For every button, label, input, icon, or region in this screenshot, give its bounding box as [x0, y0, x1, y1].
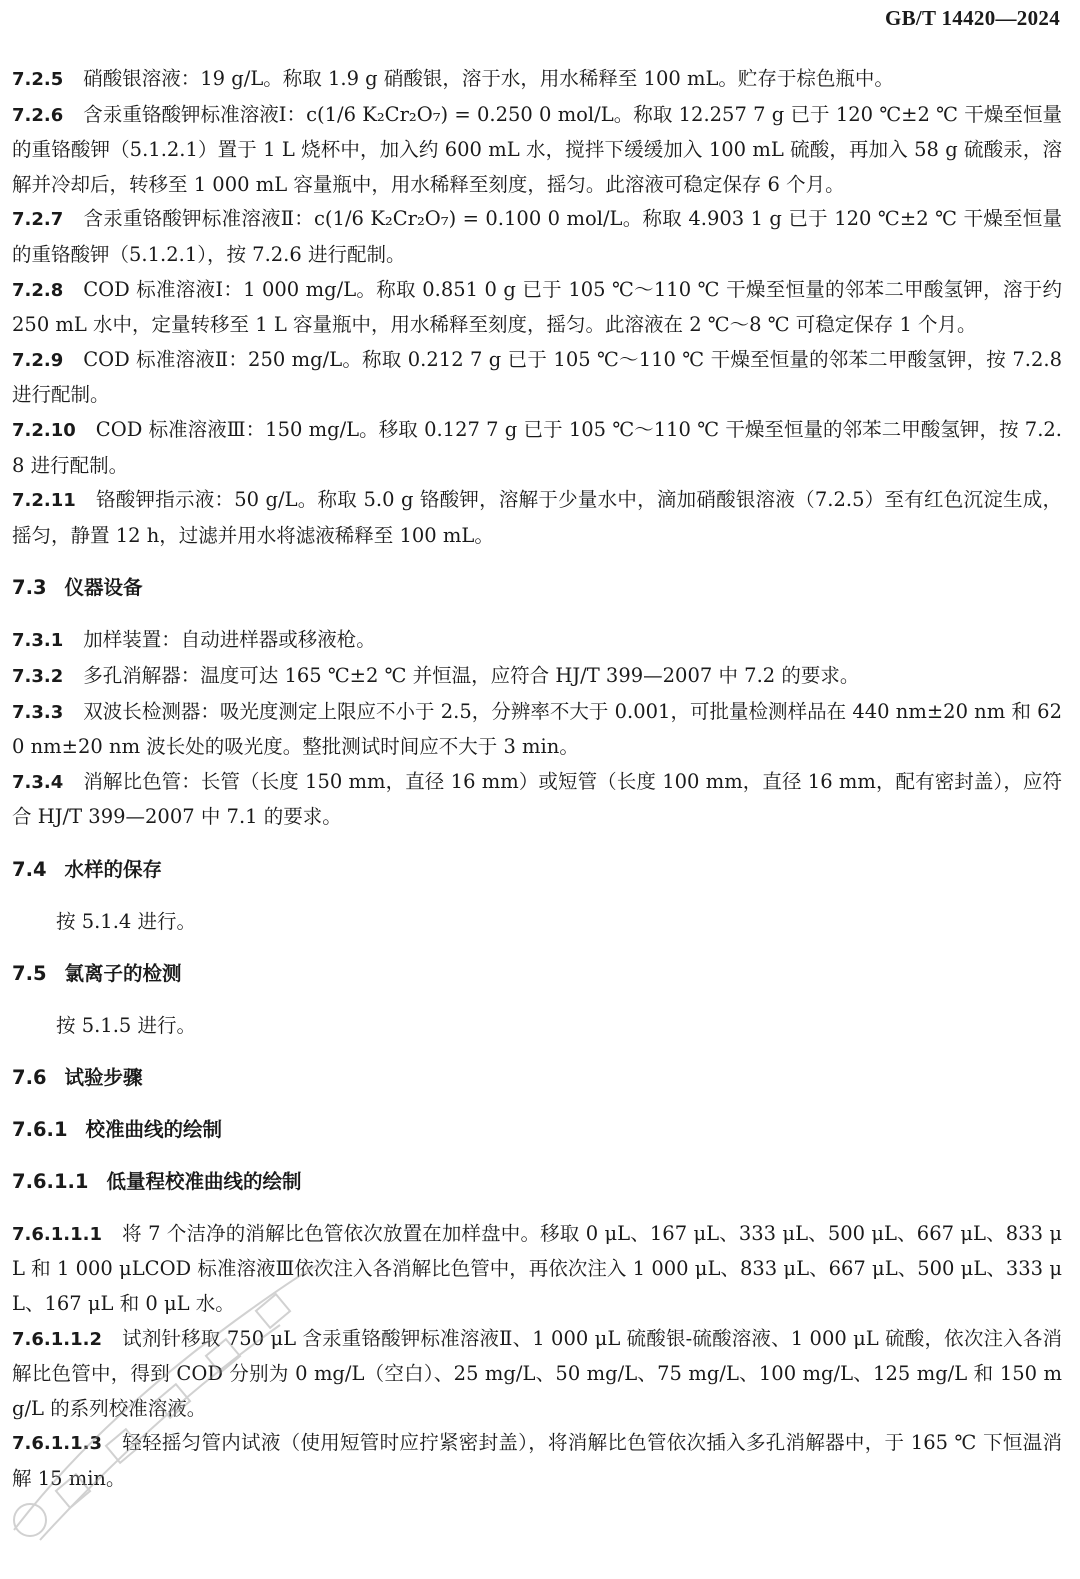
- heading-text: 氯离子的检测: [64, 961, 182, 985]
- clause-number: 7.2.5: [12, 69, 64, 90]
- clause-7-4-text: 按 5.1.4 进行。: [56, 909, 197, 933]
- clause-text: COD 标准溶液Ⅱ：250 mg/L。称取 0.212 7 g 已于 105 ℃～110 ℃ 干燥至恒量的邻苯二甲酸氢钾，按 7.2.8 进行配制。: [12, 347, 1062, 407]
- clause-7-2-6: [12, 98, 1062, 203]
- heading-text: 试验步骤: [64, 1065, 143, 1089]
- clause-text: 多孔消解器：温度可达 165 ℃±2 ℃ 并恒温，应符合 HJ/T 399—2007 中 7.2 的要求。: [83, 663, 860, 687]
- heading-number: 7.6.1: [12, 1117, 68, 1141]
- clause-text: 消解比色管：长管（长度 150 mm，直径 16 mm）或短管（长度 100 mm，直径 16 mm，配有密封盖），应符合 HJ/T 399—2007 中 7.1 的要求。: [12, 769, 1062, 829]
- heading-text: 水样的保存: [64, 857, 163, 881]
- heading-text: 校准曲线的绘制: [85, 1117, 223, 1141]
- clause-text: 含汞重铬酸钾标准溶液Ⅱ：c(1/6 K₂Cr₂O₇) = 0.100 0 mol/L。称取 4.903 1 g 已于 120 ℃±2 ℃ 干燥至恒量的重铬酸钾（5.1.2.1），按 7.2.6 进行配制。: [12, 207, 1062, 266]
- clause-7-6-1-1-2: [12, 1322, 1062, 1427]
- spacer: [12, 605, 1062, 623]
- heading-text: 低量程校准曲线的绘制: [106, 1169, 302, 1193]
- clause-number: 7.2.9: [12, 349, 64, 371]
- clause-text: 双波长检测器：吸光度测定上限应不小于 2.5，分辨率不大于 0.001，可批量检测样品在 440 nm±20 nm 和 620 nm±20 nm 波长处的吸光度。整批测试时间应不大于 3 min。: [12, 699, 1062, 759]
- document-body: [12, 62, 1062, 1497]
- clause-number: 7.3.1: [12, 630, 64, 652]
- clause-7-3-4: [12, 765, 1062, 835]
- standard-code-header: GB/T 14420—2024: [884, 6, 1060, 30]
- heading-number: 7.6: [12, 1065, 47, 1089]
- spacer: [12, 835, 1062, 853]
- heading-text: 仪器设备: [64, 576, 143, 600]
- heading-number: 7.4: [12, 857, 47, 881]
- clause-text: 硝酸银溶液：19 g/L。称取 1.9 g 硝酸银，溶于水，用水稀释至 100 mL。贮存于棕色瓶中。: [83, 67, 894, 90]
- spacer: [12, 1043, 1062, 1061]
- clause-7-2-9: [12, 343, 1062, 413]
- spacer: [12, 1147, 1062, 1165]
- clause-7-3-2: [12, 659, 1062, 695]
- clause-number: 7.3.4: [12, 771, 64, 793]
- clause-7-6-1-1-3: [12, 1426, 1062, 1496]
- heading-7-6: [12, 1061, 1062, 1095]
- clause-number: 7.6.1.1.3: [12, 1433, 102, 1455]
- clause-7-2-5: [12, 62, 1062, 98]
- clause-7-2-7: [12, 202, 1062, 272]
- clause-number: 7.2.10: [12, 419, 76, 441]
- clause-number: 7.2.7: [12, 209, 64, 231]
- clause-text: COD 标准溶液Ⅲ：150 mg/L。移取 0.127 7 g 已于 105 ℃～110 ℃ 干燥至恒量的邻苯二甲酸氢钾，按 7.2.8 进行配制。: [12, 417, 1062, 477]
- spacer: [12, 939, 1062, 957]
- clause-number: 7.6.1.1.1: [12, 1223, 102, 1245]
- spacer: [12, 887, 1062, 905]
- heading-number: 7.5: [12, 961, 47, 985]
- clause-text: 铬酸钾指示液：50 g/L。称取 5.0 g 铬酸钾，溶解于少量水中，滴加硝酸银溶液（7.2.5）至有红色沉淀生成，摇匀，静置 12 h，过滤并用水将滤液稀释至 100 mL。: [12, 488, 1062, 547]
- clause-7-3-3: [12, 695, 1062, 765]
- heading-7-4: [12, 853, 1062, 887]
- clause-text: COD 标准溶液Ⅰ：1 000 mg/L。称取 0.851 0 g 已于 105 ℃～110 ℃ 干燥至恒量的邻苯二甲酸氢钾，溶于约 250 mL 水中，定量转移至 1 L 容量瓶中，用水稀释至刻度，摇匀。此溶液在 2 ℃～8 ℃ 可稳定保存 1 个月。: [12, 277, 1062, 337]
- heading-7-5: [12, 957, 1062, 991]
- heading-7-3: [12, 571, 1062, 605]
- spacer: [12, 1199, 1062, 1217]
- clause-text: 含汞重铬酸钾标准溶液Ⅰ：c(1/6 K₂Cr₂O₇) = 0.250 0 mol/L。称取 12.257 7 g 已于 120 ℃±2 ℃ 干燥至恒量的重铬酸钾（5.1.2.1）置于 1 L 烧杯中，加入约 600 mL 水，搅拌下缓缓加入 100 mL 硫酸，再加入 58 g 硫酸汞，溶解并冷却后，转移至 1 000 mL 容量瓶中，用水稀释至刻度，摇匀。此溶液可稳定保存 6 个月。: [12, 102, 1062, 196]
- clause-text: 轻轻摇匀管内试液（使用短管时应拧紧密封盖），将消解比色管依次插入多孔消解器中，于 165 ℃ 下恒温消解 15 min。: [12, 1431, 1062, 1491]
- clause-7-3-1: [12, 623, 1062, 659]
- clause-7-2-11: [12, 483, 1062, 553]
- clause-text: 加样装置：自动进样器或移液枪。: [83, 628, 376, 652]
- heading-7-6-1-1: [12, 1165, 1062, 1199]
- clause-number: 7.6.1.1.2: [12, 1328, 102, 1350]
- heading-number: 7.6.1.1: [12, 1169, 89, 1193]
- clause-7-6-1-1-1: [12, 1217, 1062, 1322]
- clause-number: 7.2.6: [12, 104, 64, 126]
- clause-7-2-10: [12, 413, 1062, 483]
- clause-7-5-text: 按 5.1.5 进行。: [56, 1013, 197, 1037]
- clause-7-2-8: [12, 273, 1062, 343]
- clause-number: 7.3.3: [12, 701, 64, 723]
- clause-number: 7.3.2: [12, 665, 64, 687]
- spacer: [12, 1095, 1062, 1113]
- spacer: [12, 991, 1062, 1009]
- clause-text: 将 7 个洁净的消解比色管依次放置在加样盘中。移取 0 μL、167 μL、333 μL、500 μL、667 μL、833 μL 和 1 000 μLCOD 标准溶液Ⅲ依次注入各消解比色管中，再依次注入 1 000 μL、833 μL、667 μL、500 μL、333 μL、167 μL 和 0 μL 水。: [12, 1221, 1062, 1316]
- heading-7-6-1: [12, 1113, 1062, 1147]
- spacer: [12, 553, 1062, 571]
- clause-number: 7.2.8: [12, 279, 64, 301]
- clause-text: 试剂针移取 750 μL 含汞重铬酸钾标准溶液Ⅱ、1 000 μL 硫酸银-硫酸溶液、1 000 μL 硫酸，依次注入各消解比色管中，得到 COD 分别为 0 mg/L（空白）、25 mg/L、50 mg/L、75 mg/L、100 mg/L、125 mg/L 和 150 mg/L 的系列校准溶液。: [12, 1326, 1062, 1420]
- clause-number: 7.2.11: [12, 490, 76, 512]
- heading-number: 7.3: [12, 576, 47, 600]
